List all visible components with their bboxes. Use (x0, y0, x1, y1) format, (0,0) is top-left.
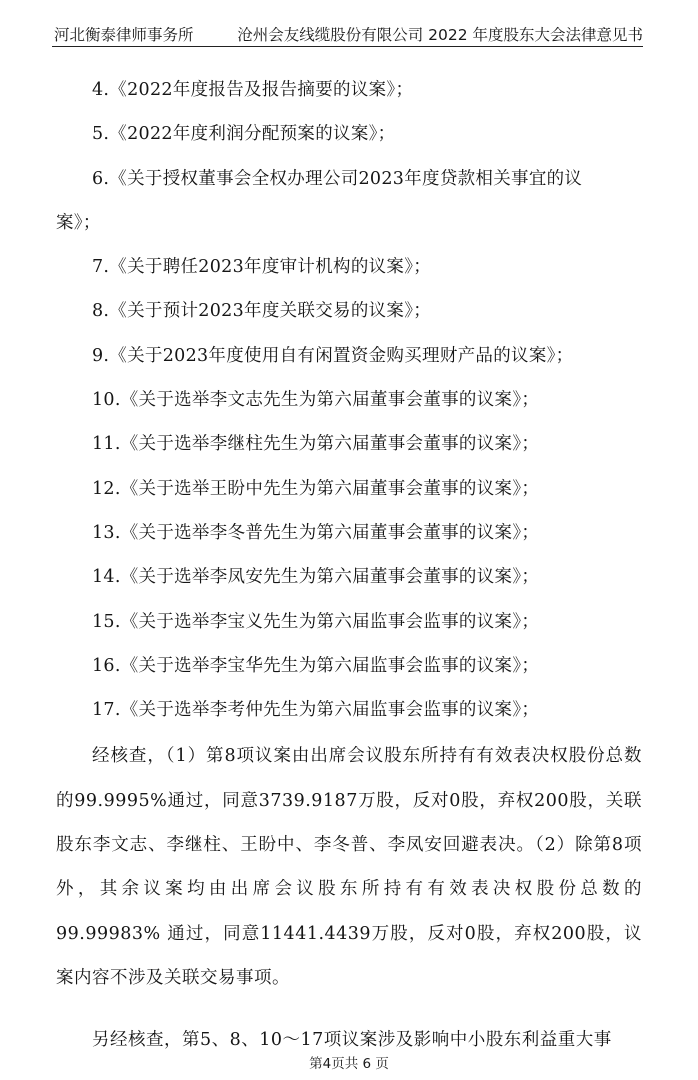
item-text: 《关于授权董事会全权办理公司2023年度贷款相关事宜的议 (109, 168, 583, 189)
item-number: 16. (92, 655, 121, 676)
item-text: 《关于聘任2023年度审计机构的议案》； (109, 257, 432, 278)
list-item (56, 565, 642, 589)
item-text: 《2022年度利润分配预案的议案》； (109, 124, 396, 145)
list-item (56, 477, 642, 501)
document-body (56, 78, 642, 1080)
item-number: 7. (92, 257, 110, 278)
page-header (52, 20, 643, 47)
item-number: 8. (92, 301, 110, 322)
list-item (56, 255, 642, 279)
item-number: 6. (92, 168, 110, 189)
list-item (56, 388, 642, 412)
item-text: 《关于选举李凤安先生为第六届董事会董事的议案》； (120, 567, 540, 588)
item-number: 12. (92, 478, 121, 499)
header-law-firm: 河北衡泰律师事务所 (54, 26, 194, 44)
item-text: 《关于选举李继柱先生为第六届董事会董事的议案》； (120, 434, 540, 455)
item-text: 《关于选举李冬普先生为第六届董事会董事的议案》； (120, 522, 540, 543)
list-item (56, 122, 642, 146)
item-number: 4. (92, 80, 110, 100)
item-number: 13. (92, 522, 121, 543)
list-item (56, 344, 642, 368)
item-number: 9. (92, 345, 110, 366)
item-text: 《关于选举李宝华先生为第六届监事会监事的议案》； (120, 655, 540, 676)
item-number: 11. (92, 434, 121, 455)
item-text: 《关于选举李文志先生为第六届董事会董事的议案》； (120, 390, 540, 411)
page-number: 第4页共 6 页 (309, 1056, 389, 1072)
item-number: 17. (92, 700, 121, 721)
item-text-continuation: 案》； (56, 212, 101, 233)
list-item (56, 78, 642, 102)
verification-paragraph: 经核查，（1）第8项议案由出席会议股东所持有有效表决权股份总数的99.9995%通过，同意3739.9187万股，反对0股，弃权200股，关联股东李文志、李继柱、王盼中、李冬普、李凤安回避表决。（2）除第8项外，其余议案均由出席会议股东所持有有效表决权股份总数的99.99983% 通过，同意11441.4439万股，反对0股，弃权200股，议案内容不涉及关联交易事项。 (56, 746, 642, 988)
item-number: 15. (92, 611, 121, 632)
list-item (56, 610, 642, 634)
list-item (56, 167, 642, 235)
list-item (56, 698, 642, 722)
list-item (56, 299, 642, 323)
item-text: 《关于预计2023年度关联交易的议案》； (109, 301, 432, 322)
list-item (56, 432, 642, 456)
item-text: 《关于选举王盼中先生为第六届董事会董事的议案》； (120, 478, 540, 499)
list-item (56, 521, 642, 545)
item-text: 《关于选举李考仲先生为第六届监事会监事的议案》； (120, 700, 540, 721)
list-item (56, 654, 642, 678)
header-document-title: 沧州会友线缆股份有限公司 2022 年度股东大会法律意见书 (237, 26, 643, 44)
further-verification-paragraph: 另经核查，第5、8、10～17项议案涉及影响中小股东利益重大事 (92, 1029, 612, 1050)
item-text: 《关于2023年度使用自有闲置资金购买理财产品的议案》； (109, 345, 574, 366)
item-text: 《2022年度报告及报告摘要的议案》； (109, 80, 414, 100)
item-number: 14. (92, 567, 121, 588)
item-number: 10. (92, 390, 121, 411)
item-text: 《关于选举李宝义先生为第六届监事会监事的议案》； (120, 611, 540, 632)
item-number: 5. (92, 124, 110, 145)
